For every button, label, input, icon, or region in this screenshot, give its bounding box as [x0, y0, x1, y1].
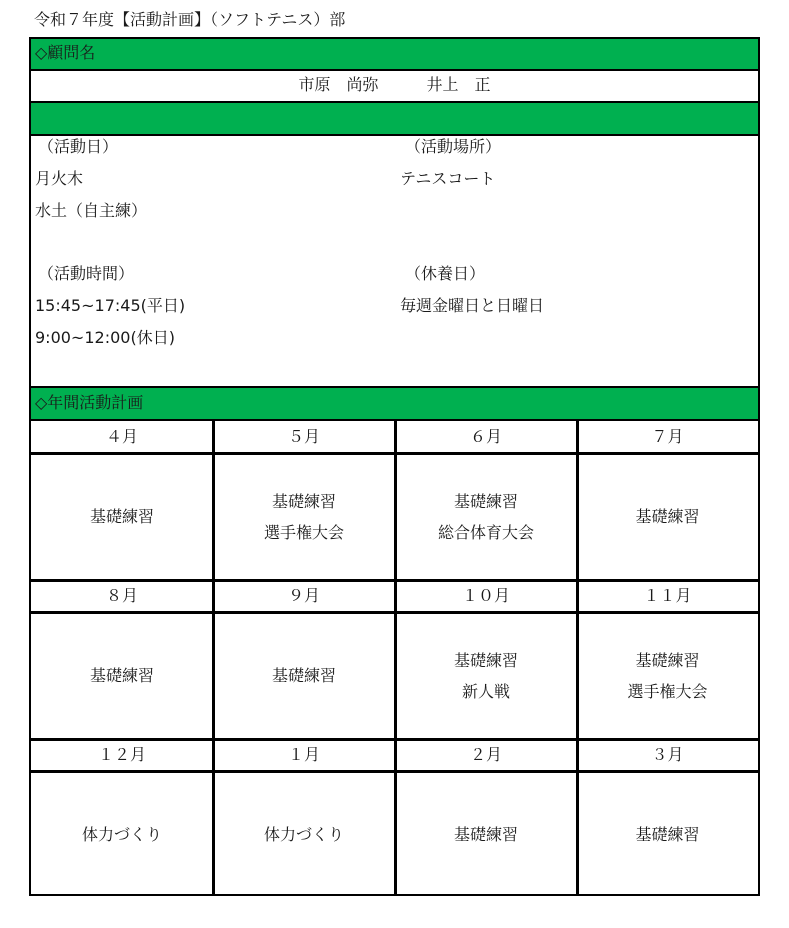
activity-info [31, 136, 758, 388]
month-label: １１月 [643, 586, 692, 605]
grid-row-line [31, 738, 758, 741]
month-label: ４月 [105, 427, 138, 446]
time-line-2: 9:00~12:00(休日) [35, 328, 175, 347]
month-activities [577, 453, 758, 580]
activity-item: 基礎練習 [453, 825, 518, 844]
rest-value: 毎週金曜日と日曜日 [400, 296, 545, 315]
document-title: 令和７年度【活動計画】（ソフトテニス）部 [34, 10, 346, 29]
activity-item: 基礎練習 [453, 491, 518, 511]
days-line-1: 月火木 [35, 169, 84, 188]
grid-row-line [31, 579, 758, 582]
activity-item: 基礎練習 [635, 650, 700, 670]
activity-item: 選手権大会 [627, 681, 708, 701]
grid-row-line [31, 452, 758, 455]
grid-row-line [31, 611, 758, 614]
activity-item: 基礎練習 [89, 507, 154, 526]
month-label: ２月 [469, 745, 502, 764]
days-line-2: 水土（自主練） [35, 201, 148, 220]
month-activities [395, 612, 577, 739]
month-activities [577, 771, 758, 898]
month-activities [395, 771, 577, 898]
month-label: ７月 [651, 427, 684, 446]
month-label: １２月 [97, 745, 146, 764]
activity-item: 新人戦 [461, 681, 510, 701]
month-activities [577, 612, 758, 739]
month-activities [395, 453, 577, 580]
month-label: １月 [287, 745, 320, 764]
annual-plan-grid [31, 421, 758, 894]
month-activities [213, 453, 395, 580]
month-label: ９月 [287, 586, 320, 605]
month-label: １０月 [461, 586, 510, 605]
month-activities [31, 771, 213, 898]
activity-item: 体力づくり [263, 825, 344, 844]
month-label: ８月 [105, 586, 138, 605]
place-value: テニスコート [400, 169, 496, 188]
month-activities [213, 771, 395, 898]
grid-column-line [576, 421, 579, 894]
rest-label: （休養日） [405, 264, 486, 283]
activity-item: 総合体育大会 [437, 522, 534, 542]
grid-row-line [31, 770, 758, 773]
advisor-names: 市原 尚弥 井上 正 [298, 75, 491, 94]
activity-item: 基礎練習 [453, 650, 518, 670]
grid-column-line [212, 421, 215, 894]
advisor-row [31, 71, 758, 103]
month-activities [31, 612, 213, 739]
time-label: （活動時間） [38, 264, 135, 283]
month-label: ５月 [287, 427, 320, 446]
activity-plan-sheet [29, 37, 760, 896]
activity-item: 基礎練習 [271, 491, 336, 511]
activity-item: 基礎練習 [635, 507, 700, 526]
month-activities [213, 612, 395, 739]
grid-column-line [394, 421, 397, 894]
activity-item: 選手権大会 [263, 522, 344, 542]
month-activities [31, 453, 213, 580]
activity-item: 基礎練習 [635, 825, 700, 844]
activity-item: 基礎練習 [271, 666, 336, 685]
days-label: （活動日） [38, 137, 119, 156]
month-label: ６月 [469, 427, 502, 446]
place-label: （活動場所） [405, 137, 502, 156]
activity-item: 体力づくり [81, 825, 162, 844]
spacer-band [31, 103, 758, 136]
activity-item: 基礎練習 [89, 666, 154, 685]
time-line-1: 15:45~17:45(平日) [35, 296, 186, 315]
month-label: ３月 [651, 745, 684, 764]
annual-plan-header: ◇年間活動計画 [31, 388, 758, 421]
advisor-header: ◇顧問名 [31, 39, 758, 71]
